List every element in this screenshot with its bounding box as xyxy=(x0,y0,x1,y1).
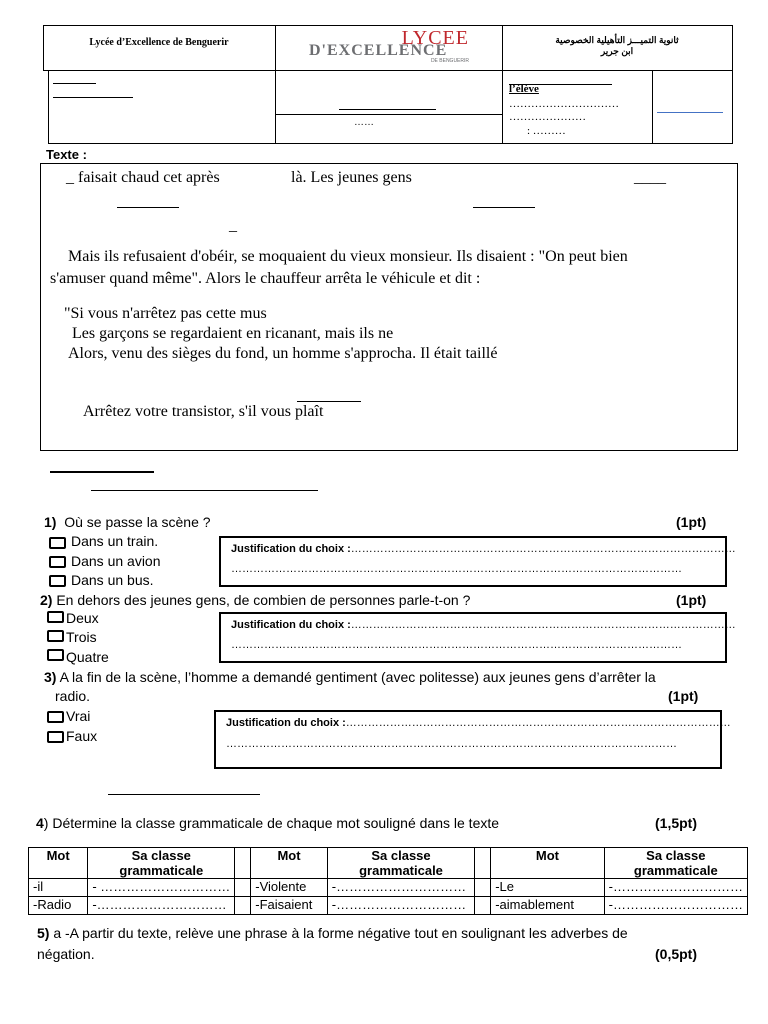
mot-cell: -il xyxy=(29,879,88,897)
header-table xyxy=(43,25,733,144)
header-classe-3: Sa classe grammaticale xyxy=(604,848,747,879)
spacer-col xyxy=(235,897,251,915)
q1-option-1: Dans un train. xyxy=(71,533,159,549)
q3-option-1-checkbox[interactable] xyxy=(47,711,64,723)
q2-option-2-checkbox[interactable] xyxy=(47,630,64,642)
q3-option-2: Faux xyxy=(66,728,98,744)
q3-justification-line-1: Justification du choix :…………………………………………………………………………………………… xyxy=(226,717,731,729)
header-mot-3: Mot xyxy=(491,848,604,879)
eleve-dots-1[interactable]: ………………………… xyxy=(509,98,619,110)
texte-quote-line: "Si vous n'arrêtez pas cette mus xyxy=(64,305,267,322)
spacer-col xyxy=(235,848,251,879)
q4-points: (1,5pt) xyxy=(655,815,697,831)
grammar-table xyxy=(28,847,748,915)
q3-option-1: Vrai xyxy=(66,708,91,724)
q5-question-line-2: négation. xyxy=(37,946,95,962)
q2-option-3: Quatre xyxy=(66,649,109,665)
spacer-col xyxy=(475,848,491,879)
q1-justification-line-2: …………………………………………………………………………………………………………… xyxy=(231,563,682,575)
texte-para2-line1: Mais ils refusaient d'obéir, se moquaient du vieux monsieur. Ils disaient : "On peut bien xyxy=(68,248,628,265)
grammar-table-header xyxy=(29,848,748,879)
q1-option-3-checkbox[interactable] xyxy=(49,575,66,587)
q1-question: 1) Où se passe la scène ? xyxy=(44,514,211,530)
header-mot-1: Mot xyxy=(29,848,88,879)
texte-garcons-line: Les garçons se regardaient en ricanant, mais ils ne xyxy=(72,325,394,342)
q2-option-1-checkbox[interactable] xyxy=(47,611,64,623)
middle-dots: …… xyxy=(354,117,374,128)
school-name-ar: ثانوية التميـــز التأهيلية الخصوصية ابن جرير xyxy=(555,35,679,56)
q3-justification-line-2: …………………………………………………………………………………………………………… xyxy=(226,738,677,750)
section-2-title-blank xyxy=(108,794,260,795)
q2-option-3-checkbox[interactable] xyxy=(47,649,64,661)
mot-cell: -Violente xyxy=(251,879,328,897)
school-name-fr: Lycée d’Excellence de Benguerir xyxy=(89,37,229,48)
q1-option-2-checkbox[interactable] xyxy=(49,556,66,568)
mot-cell: -Le xyxy=(491,879,604,897)
q1-option-2: Dans un avion xyxy=(71,553,161,569)
eleve-dots-3[interactable]: : ……… xyxy=(527,125,566,137)
q2-question: 2) En dehors des jeunes gens, de combien de personnes parle-t-on ? xyxy=(40,592,471,608)
header-classe-2: Sa classe grammaticale xyxy=(327,848,474,879)
q5-points: (0,5pt) xyxy=(655,946,697,962)
classe-cell[interactable]: -………………………… xyxy=(604,897,747,915)
q2-option-2: Trois xyxy=(66,629,97,645)
classe-cell[interactable]: -………………………… xyxy=(327,897,474,915)
q4-question: 4) Détermine la classe grammaticale de chaque mot souligné dans le texte xyxy=(36,815,500,831)
q2-justification-line-1: Justification du choix :…………………………………………………………………………………………… xyxy=(231,619,736,631)
texte-alors-line: Alors, venu des sièges du fond, un homme s'approcha. Il était taillé xyxy=(68,345,498,362)
eleve-dots-2[interactable]: ………………… xyxy=(509,111,586,123)
name-blank-1[interactable] xyxy=(53,83,96,84)
texte-arretez-line: Arrêtez votre transistor, s'il vous plaît xyxy=(83,403,324,420)
header-classe-1: Sa classe grammaticale xyxy=(88,848,235,879)
q2-points: (1pt) xyxy=(676,592,707,608)
texte-line-1b: là. Les jeunes gens xyxy=(291,169,412,186)
q2-justification-line-2: …………………………………………………………………………………………………………… xyxy=(231,639,682,651)
texte-blank-2 xyxy=(473,207,535,208)
texte-dash: _ xyxy=(229,217,237,234)
q3-points: (1pt) xyxy=(668,688,699,704)
eleve-label: l’élève xyxy=(509,83,539,95)
name-blank-2[interactable] xyxy=(53,97,133,98)
spacer-col xyxy=(475,897,491,915)
header-mot-2: Mot xyxy=(251,848,328,879)
q3-option-2-checkbox[interactable] xyxy=(47,731,64,743)
texte-blank-1 xyxy=(117,207,179,208)
q1-option-1-checkbox[interactable] xyxy=(49,537,66,549)
grammar-table-row xyxy=(29,879,748,897)
q3-question-line-1: 3) A la fin de la scène, l’homme a demandé gentiment (avec politesse) aux jeunes gens d’arrêter la xyxy=(44,669,656,685)
q1-points: (1pt) xyxy=(676,514,707,530)
mot-cell: -aimablement xyxy=(491,897,604,915)
classe-cell[interactable]: -………………………… xyxy=(327,879,474,897)
classe-cell[interactable]: -………………………… xyxy=(88,897,235,915)
section-title-blank xyxy=(50,471,154,473)
texte-blank-3 xyxy=(297,401,361,402)
school-logo: LYCEE D'EXCELLENCE DE BENGUERIR xyxy=(309,27,469,64)
texte-label: Texte : xyxy=(46,147,87,162)
texte-line-1a: _ faisait chaud cet après xyxy=(66,169,220,186)
mot-cell: -Radio xyxy=(29,897,88,915)
q1-option-3: Dans un bus. xyxy=(71,572,154,588)
middle-blank[interactable] xyxy=(339,109,436,110)
grammar-table-row xyxy=(29,897,748,915)
spacer-col xyxy=(235,879,251,897)
classe-cell[interactable]: -………………………… xyxy=(604,879,747,897)
texte-para2-line2: s'amuser quand même". Alors le chauffeur arrêta le véhicule et dit : xyxy=(50,270,481,287)
texte-line-1c: ____ xyxy=(634,169,666,186)
q1-justification-line-1: Justification du choix :…………………………………………………………………………………………… xyxy=(231,543,736,555)
section-subtitle-blank xyxy=(91,490,318,491)
grade-blank[interactable] xyxy=(657,112,723,113)
mot-cell: -Faisaient xyxy=(251,897,328,915)
q3-question-line-2: radio. xyxy=(55,688,91,704)
q2-option-1: Deux xyxy=(66,610,99,626)
spacer-col xyxy=(475,879,491,897)
classe-cell[interactable]: - ………………………… xyxy=(88,879,235,897)
q5-question-line-1: 5) a -A partir du texte, relève une phrase à la forme négative tout en soulignant les adverbes de xyxy=(37,925,628,941)
